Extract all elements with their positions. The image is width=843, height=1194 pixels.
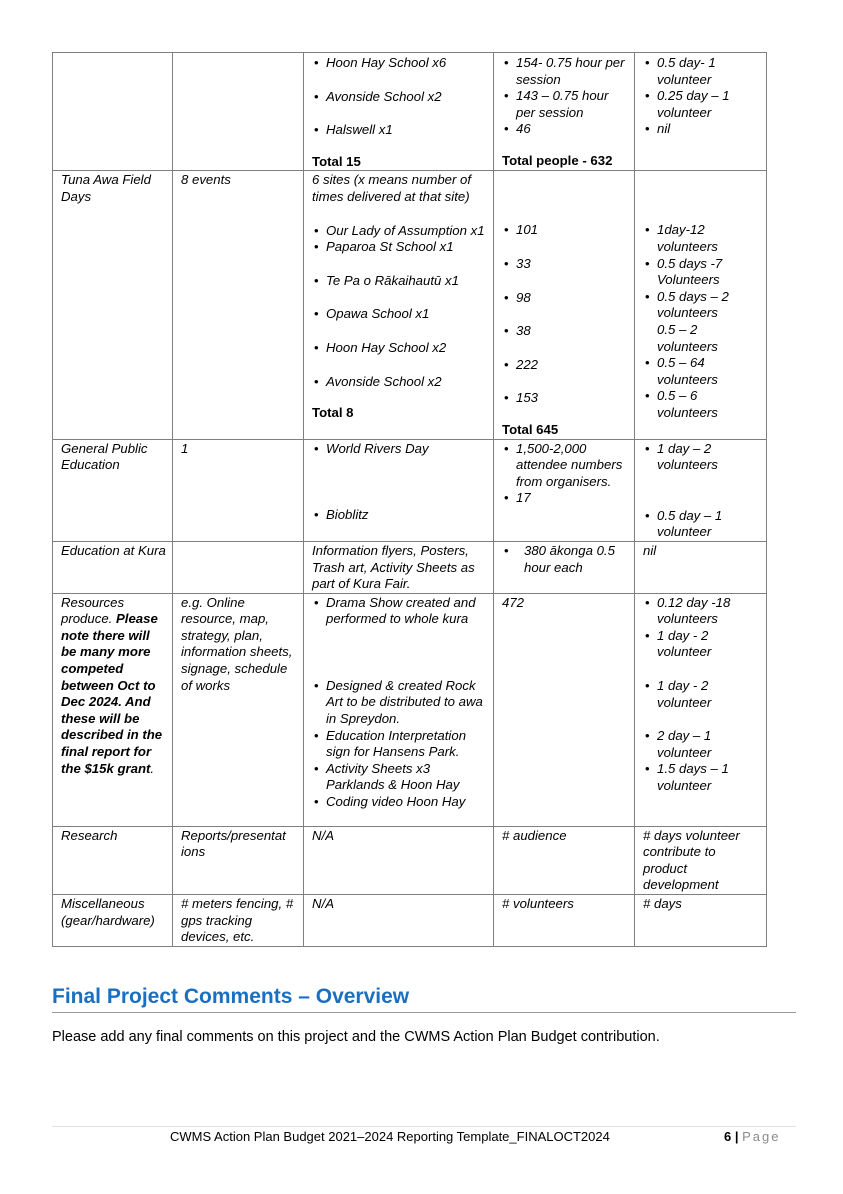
list-item: • 0.5 – 64 volunteers (643, 355, 760, 388)
cell-measure: # meters fencing, # gps tracking devices, etc. (173, 895, 304, 947)
list-item: • 17 (502, 490, 628, 507)
list-item: • Hoon Hay School x6 (312, 55, 487, 72)
list-item: • 0.25 day – 1 volunteer (643, 88, 760, 121)
list-item: • 153 (502, 390, 628, 407)
list-item: • Avonside School x2 (312, 374, 487, 391)
section-text: Please add any final comments on this project and the CWMS Action Plan Budget contribution. (52, 1029, 660, 1045)
list-item: • World Rivers Day (312, 441, 487, 458)
cell-activities (304, 171, 494, 439)
cell-measure (173, 53, 304, 171)
page-number-separator: | (734, 1129, 739, 1144)
cell-activities (304, 53, 494, 171)
list-item: • 101 (502, 222, 628, 239)
page-number-value: 6 (724, 1129, 732, 1144)
section-heading: Final Project Comments – Overview (52, 984, 796, 1013)
cell-volunteers: # days (635, 895, 767, 947)
list-item: • Te Pa o Rākaihautū x1 (312, 273, 487, 290)
cell-measure: e.g. Online resource, map, strategy, plan, information sheets, signage, schedule of works (173, 593, 304, 826)
table-row-resources (53, 593, 767, 826)
cell-type: General Public Education (53, 439, 173, 541)
cell-volunteers (635, 439, 767, 541)
list-item: • 0.5 day- 1 volunteer (643, 55, 760, 88)
cell-measure (173, 541, 304, 593)
cell-people (494, 53, 635, 171)
cell-volunteers (635, 53, 767, 171)
list-item: • 1day-12 volunteers (643, 222, 760, 255)
list-item: • Our Lady of Assumption x1 (312, 223, 487, 240)
reporting-table (52, 52, 767, 947)
list-item: • 2 day – 1 volunteer (643, 728, 760, 761)
cell-measure: 1 (173, 439, 304, 541)
list-item: • 1.5 days – 1 volunteer (643, 761, 760, 794)
page-label: Page (742, 1129, 781, 1144)
list-item: • 0.5 – 6 volunteers (643, 388, 760, 421)
table-row-education-kura (53, 541, 767, 593)
page-number (724, 1129, 781, 1144)
activities-total: Total 8 (312, 405, 354, 421)
cell-measure: 8 events (173, 171, 304, 439)
list-item: • 0.12 day -18 volunteers (643, 595, 760, 628)
cell-type: Tuna Awa Field Days (53, 171, 173, 439)
list-item: • Paparoa St School x1 (312, 239, 487, 256)
cell-type: Education at Kura (53, 541, 173, 593)
table-row-schools (53, 53, 767, 171)
list-item: • 380 ākonga 0.5 hour each (502, 543, 628, 576)
list-item: • 1,500-2,000 attendee numbers from organisers. (502, 441, 628, 491)
cell-type: Miscellaneous (gear/hardware) (53, 895, 173, 947)
list-item: • Halswell x1 (312, 122, 487, 139)
list-item-plain: 0.5 – 2 volunteers (657, 321, 718, 354)
list-item: • 0.5 day – 1 volunteer (643, 508, 760, 541)
list-item: • 38 (502, 323, 628, 340)
people-total: Total 645 (502, 421, 559, 437)
cell-people (494, 541, 635, 593)
type-end: . (150, 760, 155, 776)
sites-intro: 6 sites (x means number of times delivered at that site) (312, 172, 472, 204)
type-note: Please note there will be many more competed between Oct to Dec 2024. And these will be described in the final report for the $15k grant (61, 611, 163, 776)
list-item: • 0.5 days -7 Volunteers (643, 256, 760, 289)
footer-title: CWMS Action Plan Budget 2021–2024 Reporting Template_FINALOCT2024 (170, 1129, 610, 1144)
cell-activities: N/A (304, 826, 494, 894)
cell-volunteers: nil (635, 541, 767, 593)
list-item: • Opawa School x1 (312, 306, 487, 323)
cell-type (53, 593, 173, 826)
list-item: • Avonside School x2 (312, 89, 487, 106)
list-item: • Drama Show created and performed to whole kura (312, 595, 487, 628)
list-item: • 1 day - 2 volunteer (643, 678, 760, 711)
list-item: • Education Interpretation sign for Hansens Park. (312, 728, 487, 761)
people-total: Total people - 632 (502, 152, 613, 168)
cell-type (53, 53, 173, 171)
cell-people (494, 439, 635, 541)
list-item: • Activity Sheets x3 Parklands & Hoon Hay (312, 761, 487, 794)
list-item: • 222 (502, 357, 628, 374)
table-row-miscellaneous (53, 895, 767, 947)
cell-people: # audience (494, 826, 635, 894)
cell-volunteers: # days volunteer contribute to product development (635, 826, 767, 894)
cell-people (494, 171, 635, 439)
type-label: Resources produce. (61, 594, 125, 627)
list-item: • 98 (502, 290, 628, 307)
list-item: • 143 – 0.75 hour per session (502, 88, 628, 121)
table-row-tuna-awa (53, 171, 767, 439)
list-item: • 154- 0.75 hour per session (502, 55, 628, 88)
footer-divider (52, 1126, 796, 1127)
cell-activities: N/A (304, 895, 494, 947)
cell-activities: Information flyers, Posters, Trash art, Activity Sheets as part of Kura Fair. (304, 541, 494, 593)
cell-type: Research (53, 826, 173, 894)
list-item: • Bioblitz (312, 507, 487, 524)
cell-volunteers (635, 593, 767, 826)
table-row-general-public (53, 439, 767, 541)
cell-activities (304, 439, 494, 541)
list-item: • 0.5 days – 2 volunteers (643, 289, 760, 322)
list-item: • 46 (502, 121, 628, 138)
cell-people: 472 (494, 593, 635, 826)
list-item: • Hoon Hay School x2 (312, 340, 487, 357)
cell-measure: Reports/presentat ions (173, 826, 304, 894)
list-item: • Coding video Hoon Hay (312, 794, 487, 811)
activities-total: Total 15 (312, 153, 361, 169)
list-item: • Designed & created Rock Art to be distributed to awa in Spreydon. (312, 678, 487, 728)
cell-volunteers (635, 171, 767, 439)
list-item: • 1 day - 2 volunteer (643, 628, 760, 661)
cell-people: # volunteers (494, 895, 635, 947)
table-row-research (53, 826, 767, 894)
list-item: • nil (643, 121, 760, 138)
list-item: • 1 day – 2 volunteers (643, 441, 760, 474)
list-item: • 33 (502, 256, 628, 273)
cell-activities (304, 593, 494, 826)
